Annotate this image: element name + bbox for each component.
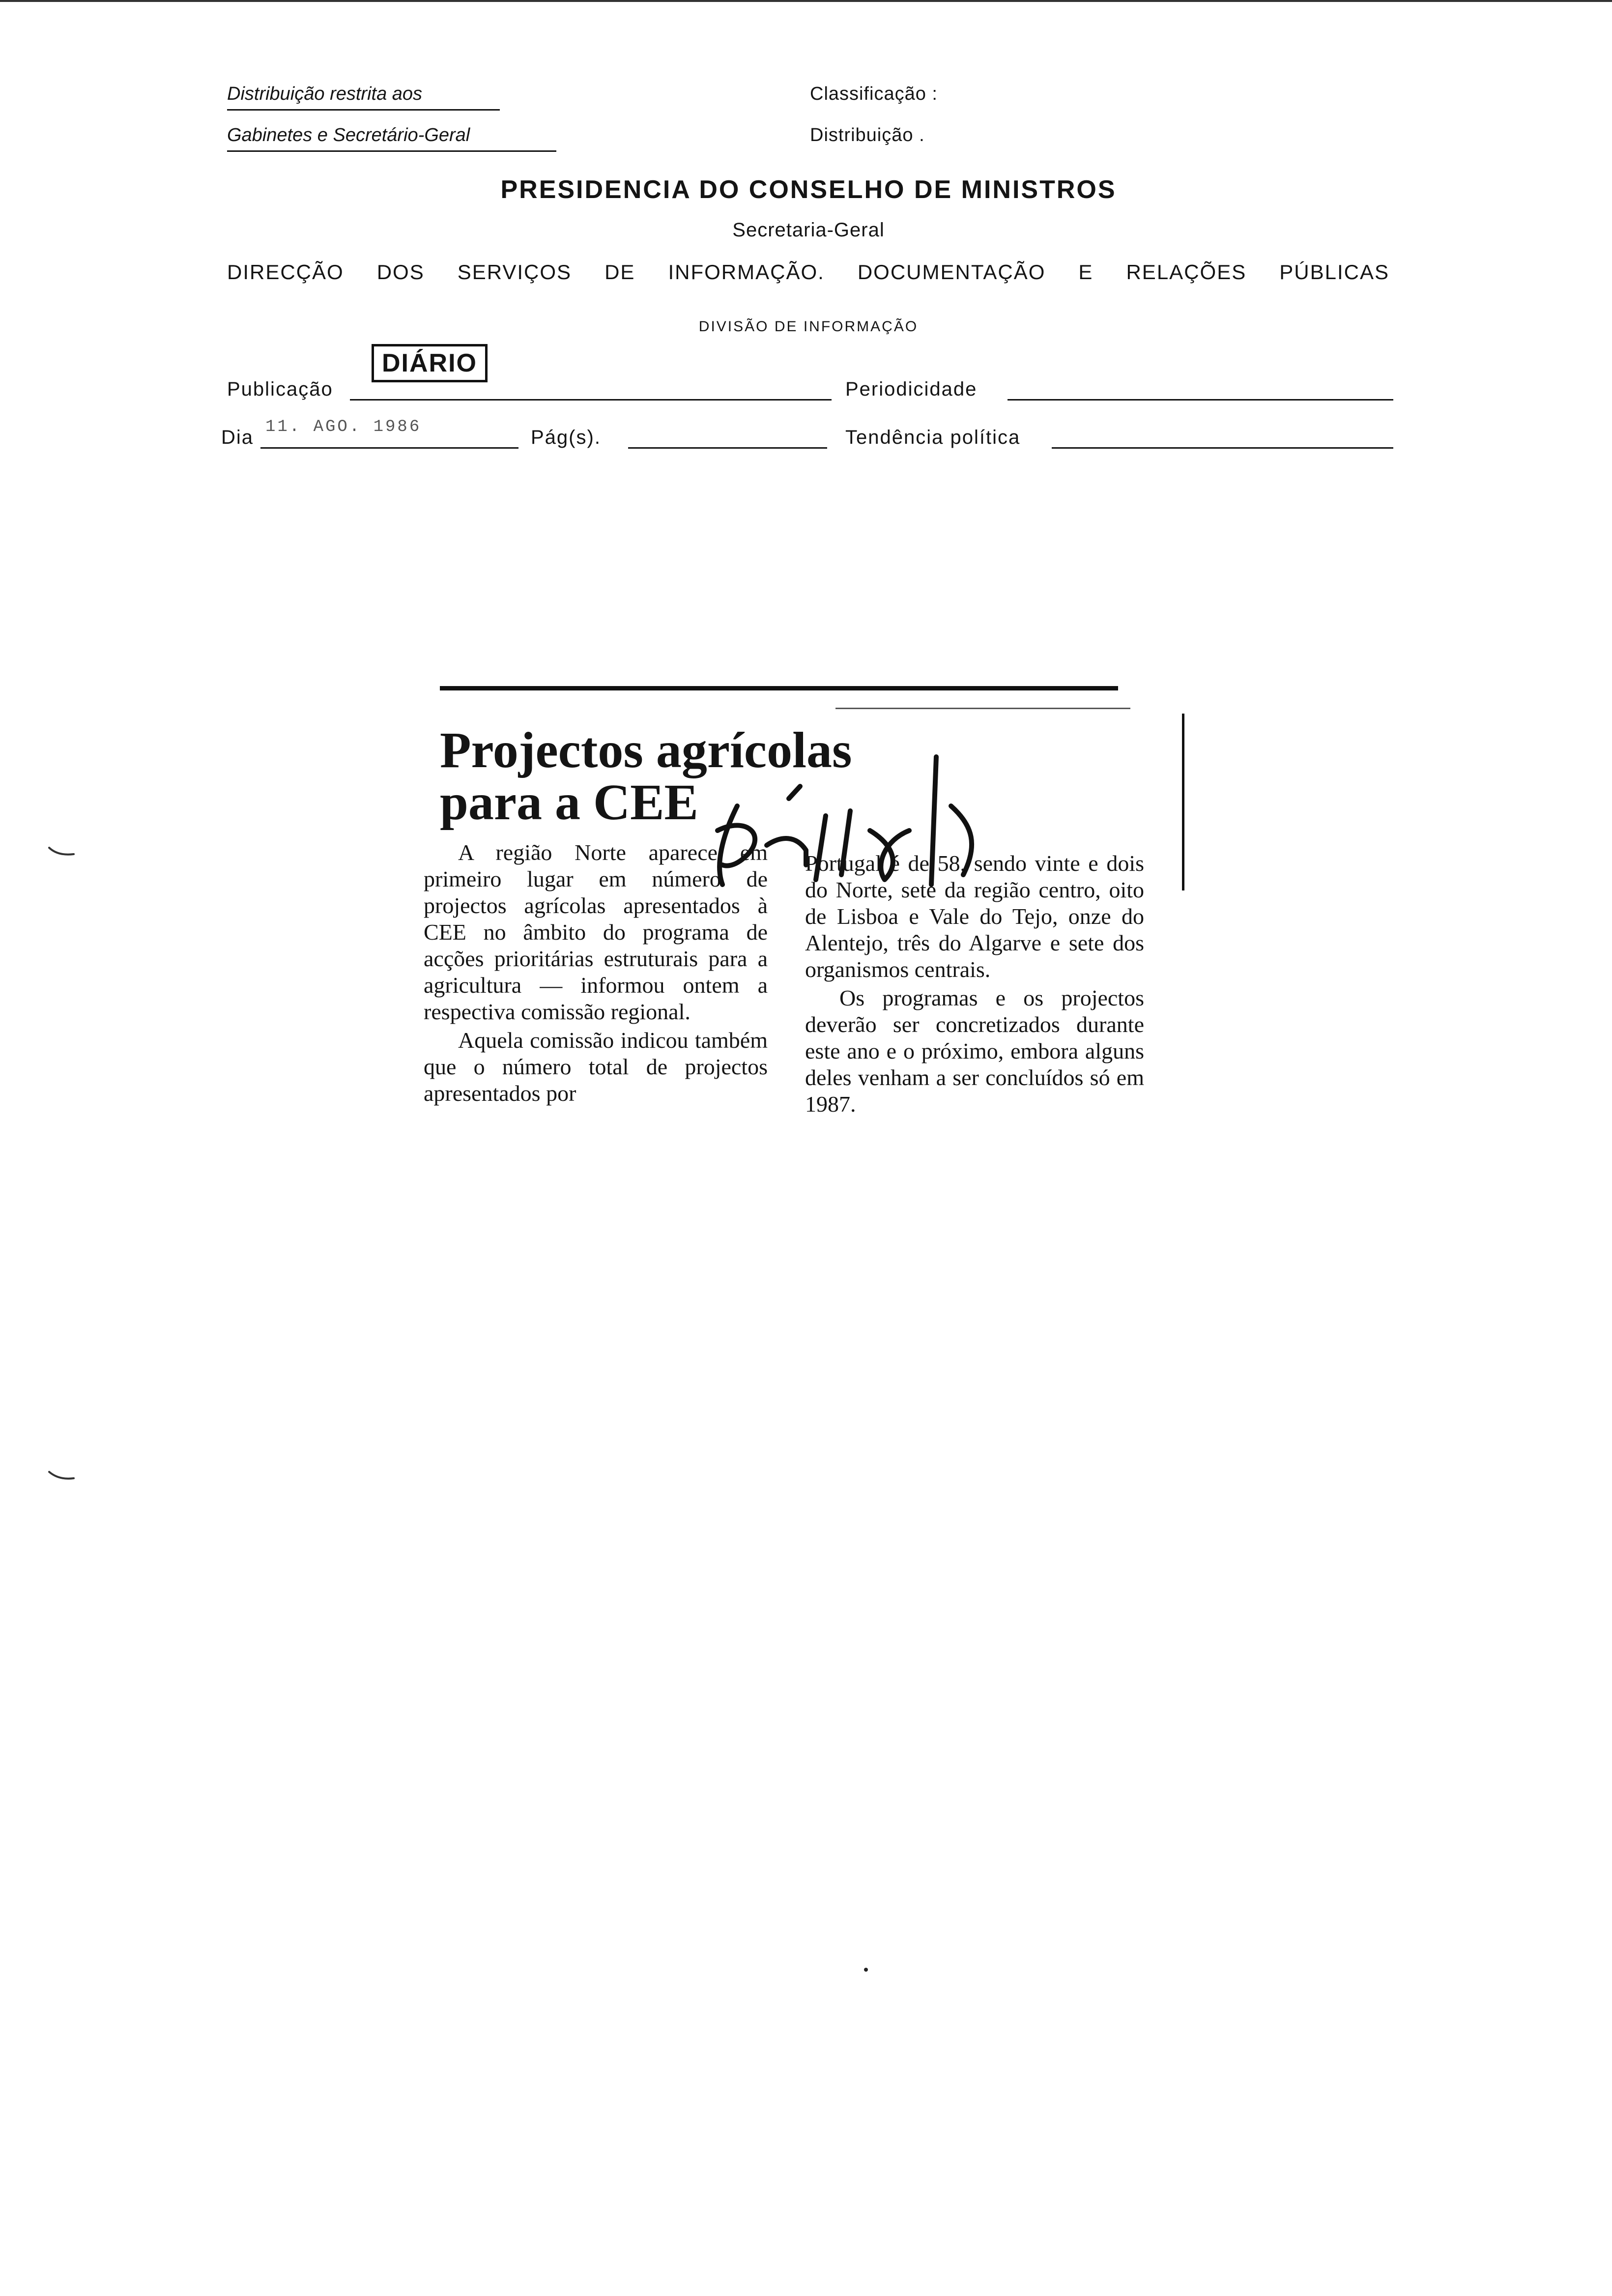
direction-line: DIRECÇÃO DOS SERVIÇOS DE INFORMAÇÃO. DOCUMENTAÇÃO E RELAÇÕES PÚBLICAS [227, 260, 1389, 284]
margin-mark [49, 848, 74, 855]
restriction-line-2: Gabinetes e Secretário-Geral [227, 125, 470, 145]
publication-stamp: DIÁRIO [372, 344, 488, 382]
pags-label: Pág(s). [531, 427, 601, 448]
column-2-paragraph: Os programas e os projectos deverão ser concretizados durante este ano e o próximo, embora alguns deles venham a ser concluídos só em 1987. [805, 985, 1144, 1117]
dia-label: Dia [221, 427, 254, 448]
column-2-paragraph: Portugal é de 58, sendo vinte e dois do Norte, sete da região centro, oito de Lisboa e Vale do Tejo, onze do Alentejo, três do Algarve e sete dos organismos centrais. [805, 851, 1144, 982]
office-title: PRESIDENCIA DO CONSELHO DE MINISTROS [500, 175, 1117, 204]
tendencia-label: Tendência política [845, 427, 1021, 448]
publicacao-label: Publicação [227, 378, 333, 400]
column-1-paragraph: Aquela comissão indicou também que o número total de projectos apresentados por [424, 1028, 768, 1106]
office-subtitle: Secretaria-Geral [732, 219, 885, 241]
distribuicao-label: Distribuição . [810, 125, 925, 145]
periodicidade-label: Periodicidade [845, 378, 978, 400]
speck-mark [864, 1968, 868, 1972]
headline-line-1: Projectos agrícolas [440, 722, 852, 778]
date-stamp: 11. AGO. 1986 [265, 418, 422, 436]
column-1-paragraph: A região Norte aparece em primeiro lugar em número de projectos agrícolas apresentados à CEE no âmbito do programa de acções prioritárias estruturais para a agricultura — informou ontem a respectiva comissão regional. [424, 840, 768, 1024]
restriction-line-1: Distribuição restrita aos [227, 84, 423, 104]
headline-line-2: para a CEE [440, 774, 698, 831]
handwritten-initials [718, 757, 972, 885]
classificacao-label: Classificação : [810, 84, 938, 104]
division-line: DIVISÃO DE INFORMAÇÃO [698, 318, 919, 335]
margin-mark [49, 1472, 74, 1479]
